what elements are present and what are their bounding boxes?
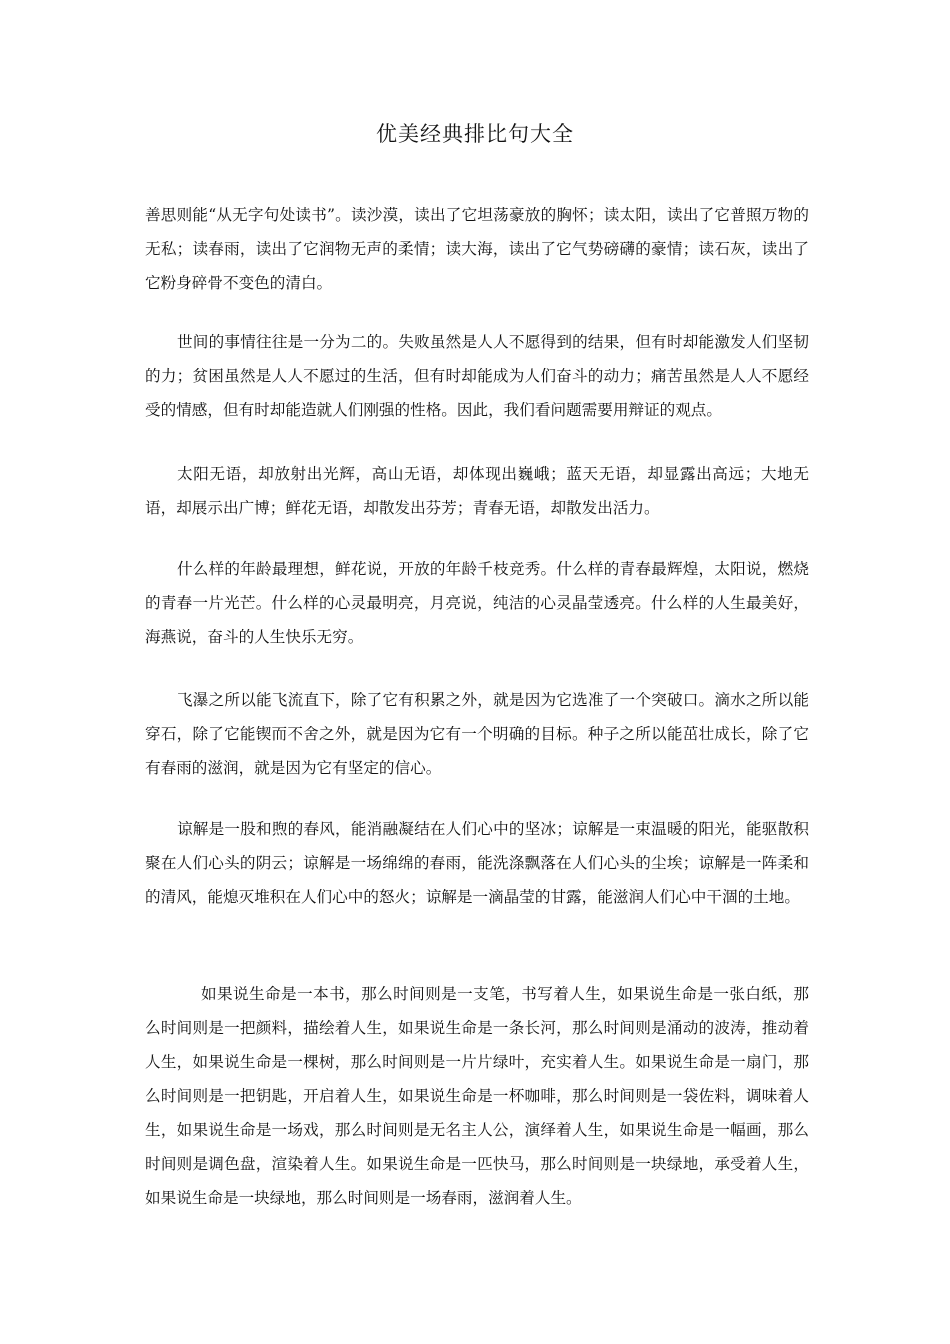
paragraph-what-kind: 什么样的年龄最理想，鲜花说，开放的年龄千枝竞秀。什么样的青春最辉煌，太阳说，燃烧的青春一片光芒。什么样的心灵最明亮，月亮说，纯洁的心灵晶莹透亮。什么样的人生最美好，海燕说，奋斗的人生快乐无穷。 <box>145 560 809 646</box>
document-title: 优美经典排比句大全 <box>376 122 574 146</box>
paragraph-waterfall: 飞瀑之所以能飞流直下，除了它有积累之外，就是因为它选准了一个突破口。滴水之所以能穿石，除了它能锲而不舍之外，就是因为它有一个明确的目标。种子之所以能茁壮成长，除了它有春雨的滋润，就是因为它有坚定的信心。 <box>145 691 809 777</box>
paragraph-reading: 善思则能“从无字句处读书”。读沙漠，读出了它坦荡豪放的胸怀；读太阳，读出了它普照万物的无私；读春雨，读出了它润物无声的柔情；读大海，读出了它气势磅礴的豪情；读石灰，读出了它粉身碎骨不变色的清白。 <box>145 206 809 292</box>
paragraph-silence: 太阳无语，却放射出光辉，高山无语，却体现出巍峨；蓝天无语，却显露出高远；大地无语，却展示出广博；鲜花无语，却散发出芬芳；青春无语，却散发出活力。 <box>145 465 809 517</box>
paragraph-dialectics: 世间的事情往往是一分为二的。失败虽然是人人不愿得到的结果，但有时却能激发人们坚韧的力；贫困虽然是人人不愿过的生活，但有时却能成为人们奋斗的动力；痛苦虽然是人人不愿经受的情感，但有时却能造就人们刚强的性格。因此，我们看问题需要用辩证的观点。 <box>145 333 809 419</box>
paragraph-life-and-time: 如果说生命是一本书，那么时间则是一支笔，书写着人生，如果说生命是一张白纸，那么时间则是一把颜料，描绘着人生，如果说生命是一条长河，那么时间则是涌动的波涛，推动着人生，如果说生命是一棵树，那么时间则是一片片绿叶，充实着人生。如果说生命是一扇门，那么时间则是一把钥匙，开启着人生，如果说生命是一杯咖啡，那么时间则是一袋佐料，调味着人生，如果说生命是一场戏，那么时间则是无名主人公，演绎着人生，如果说生命是一幅画，那么时间则是调色盘，渲染着人生。如果说生命是一匹快马，那么时间则是一块绿地，承受着人生，如果说生命是一块绿地，那么时间则是一场春雨，滋润着人生。 <box>145 985 809 1207</box>
paragraph-forgiveness: 谅解是一股和煦的春风，能消融凝结在人们心中的坚冰；谅解是一束温暖的阳光，能驱散积聚在人们心头的阴云；谅解是一场绵绵的春雨，能洗涤飘落在人们心头的尘埃；谅解是一阵柔和的清风，能熄灭堆积在人们心中的怒火；谅解是一滴晶莹的甘露，能滋润人们心中干涸的土地。 <box>145 820 809 906</box>
